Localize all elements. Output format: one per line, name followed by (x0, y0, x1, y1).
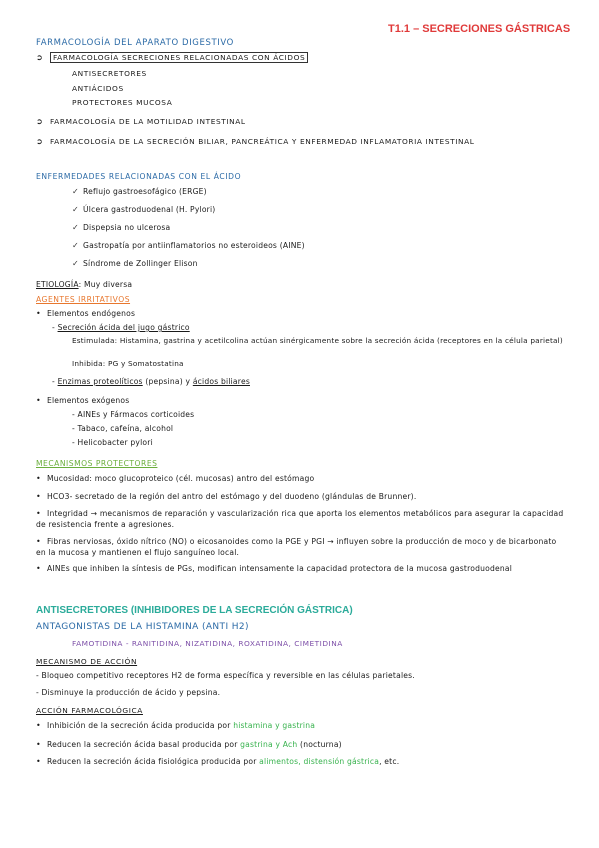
protective-label: Fibras nerviosas, óxido nítrico (NO) o eicosanoides como la PGE y PGI → influyen sobre la producción de moco y de bicarbonato en la mucosa y mantienen el flujo sanguíneo local. (36, 537, 557, 557)
enzymes-line (52, 377, 250, 386)
enzymes-dash: - (52, 377, 58, 386)
outline-item-motility (36, 117, 246, 126)
bullet-icon: • (36, 509, 41, 518)
mechanism-item: - Bloqueo competitivo receptores H2 de forma específica y reversible en las células parietales. (36, 671, 415, 680)
pharm-highlight: alimentos, distensión gástrica (259, 757, 380, 766)
etiology-line (36, 280, 132, 289)
bullet-icon: • (36, 309, 41, 318)
outline-sub-antiacidos: ANTIÁCIDOS (72, 84, 124, 93)
exogenous-sub: - AINEs y Fármacos corticoides (72, 410, 195, 419)
antihistamine-heading: ANTAGONISTAS DE LA HISTAMINA (ANTI H2) (36, 622, 249, 632)
etiology-label: ETIOLOGÍA (36, 280, 79, 289)
outline-item-biliar (36, 137, 475, 146)
disease-item (72, 223, 170, 232)
exogenous-sub: - Helicobacter pylori (72, 438, 153, 447)
arrow-icon: ➲ (36, 53, 44, 62)
arrow-icon: ➲ (36, 117, 44, 126)
outline-item-label: FARMACOLOGÍA DE LA MOTILIDAD INTESTINAL (50, 117, 246, 126)
pharm-text: Inhibición de la secreción ácida producida por (47, 721, 234, 730)
pharm-item (36, 721, 315, 730)
protective-item (36, 563, 566, 574)
check-icon: ✓ (72, 259, 79, 268)
disease-item (72, 187, 207, 196)
disease-item (72, 205, 215, 214)
bullet-icon: • (36, 537, 41, 546)
protective-label: Integridad → mecanismos de reparación y vascularización rica que aporta los elementos metabólicos para asegurar la capacidad de resistencia frente a agresiones. (36, 509, 564, 529)
irritants-heading: AGENTES IRRITATIVOS (36, 295, 131, 304)
endogenous-item (36, 309, 135, 318)
enzymes-label: Enzimas proteolíticos (57, 377, 143, 386)
acid-secretion-label: Secreción ácida del jugo gástrico (57, 323, 190, 332)
outline-sub-protectores: PROTECTORES MUCOSA (72, 98, 173, 107)
outline-sub-antisecretores: ANTISECRETORES (72, 69, 147, 78)
exogenous-sub: - Tabaco, cafeína, alcohol (72, 424, 174, 433)
disease-label: Úlcera gastroduodenal (H. Pylori) (83, 205, 216, 214)
pharm-text-suffix: (nocturna) (297, 740, 342, 749)
protective-label: Mucosidad: moco glucoproteico (cél. mucosas) antro del estómago (47, 474, 315, 483)
protective-item (36, 492, 416, 501)
check-icon: ✓ (72, 241, 79, 250)
protective-label: AINEs que inhiben la síntesis de PGs, modifican intensamente la capacidad protectora de la mucosa gastroduodenal (47, 564, 513, 573)
bullet-icon: • (36, 757, 41, 766)
protective-item (36, 508, 566, 530)
bullet-icon: • (36, 740, 41, 749)
bullet-icon: • (36, 396, 41, 405)
mechanism-heading: MECANISMO DE ACCIÓN (36, 657, 138, 666)
bullet-icon: • (36, 474, 41, 483)
pharm-highlight: histamina y gastrina (233, 721, 316, 730)
check-icon: ✓ (72, 205, 79, 214)
disease-label: Gastropatía por antiinflamatorios no esteroideos (AINE) (83, 241, 305, 250)
diseases-heading: ENFERMEDADES RELACIONADAS CON EL ÁCIDO (36, 172, 242, 181)
bile-acids-label: ácidos biliares (192, 377, 250, 386)
pharm-action-heading: ACCIÓN FARMACOLÓGICA (36, 706, 143, 715)
protective-item (36, 536, 566, 558)
inhibited-text: Inhibida: PG y Somatostatina (72, 359, 184, 368)
exogenous-item (36, 396, 129, 405)
arrow-icon: ➲ (36, 137, 44, 146)
pharm-item (36, 740, 342, 749)
antisecretores-heading: ANTISECRETORES (INHIBIDORES DE LA SECRECIÓN GÁSTRICA) (36, 605, 353, 616)
disease-label: Dispepsia no ulcerosa (83, 223, 171, 232)
pharm-text-suffix: , etc. (379, 757, 400, 766)
exogenous-label: Elementos exógenos (47, 396, 130, 405)
bullet-icon: • (36, 721, 41, 730)
protective-label: HCO3- secretado de la región del antro del estómago y del duodeno (glándulas de Brunner). (47, 492, 417, 501)
pharm-text: Reducen la secreción ácida basal producida por (47, 740, 241, 749)
endogenous-label: Elementos endógenos (47, 309, 136, 318)
stimulated-text: Estimulada: Histamina, gastrina y acetilcolina actúan sinérgicamente sobre la secreción ácida (receptores en la célula parietal) (72, 336, 563, 345)
disease-item (72, 259, 198, 268)
protective-item (36, 474, 314, 483)
acid-secretion-line: - Secreción ácida del jugo gástrico (52, 323, 190, 332)
pharm-highlight: gastrina y Ach (240, 740, 298, 749)
disease-label: Síndrome de Zollinger Elison (83, 259, 198, 268)
disease-label: Reflujo gastroesofágico (ERGE) (83, 187, 207, 196)
page-title: T1.1 – SECRECIONES GÁSTRICAS (388, 23, 571, 35)
check-icon: ✓ (72, 187, 79, 196)
drug-list: FAMOTIDINA - RANITIDINA, NIZATIDINA, ROXATIDINA, CIMETIDINA (72, 639, 343, 648)
bullet-icon: • (36, 492, 41, 501)
subject-heading: FARMACOLOGÍA DEL APARATO DIGESTIVO (36, 38, 234, 48)
outline-item-label: FARMACOLOGÍA SECRECIONES RELACIONADAS CON ÁCIDOS (50, 52, 308, 63)
protective-heading: MECANISMOS PROTECTORES (36, 459, 158, 468)
outline-item-acids (36, 53, 308, 62)
bullet-icon: • (36, 564, 41, 573)
pharm-text: Reducen la secreción ácida fisiológica producida por (47, 757, 260, 766)
mechanism-item: - Disminuye la producción de ácido y pepsina. (36, 688, 221, 697)
etiology-value: : Muy diversa (78, 280, 133, 289)
pharm-item (36, 757, 399, 766)
check-icon: ✓ (72, 223, 79, 232)
outline-item-label: FARMACOLOGÍA DE LA SECRECIÓN BILIAR, PANCREÁTICA Y ENFERMEDAD INFLAMATORIA INTESTINAL (50, 137, 475, 146)
disease-item (72, 241, 305, 250)
enzymes-mid: (pepsina) y (142, 377, 193, 386)
